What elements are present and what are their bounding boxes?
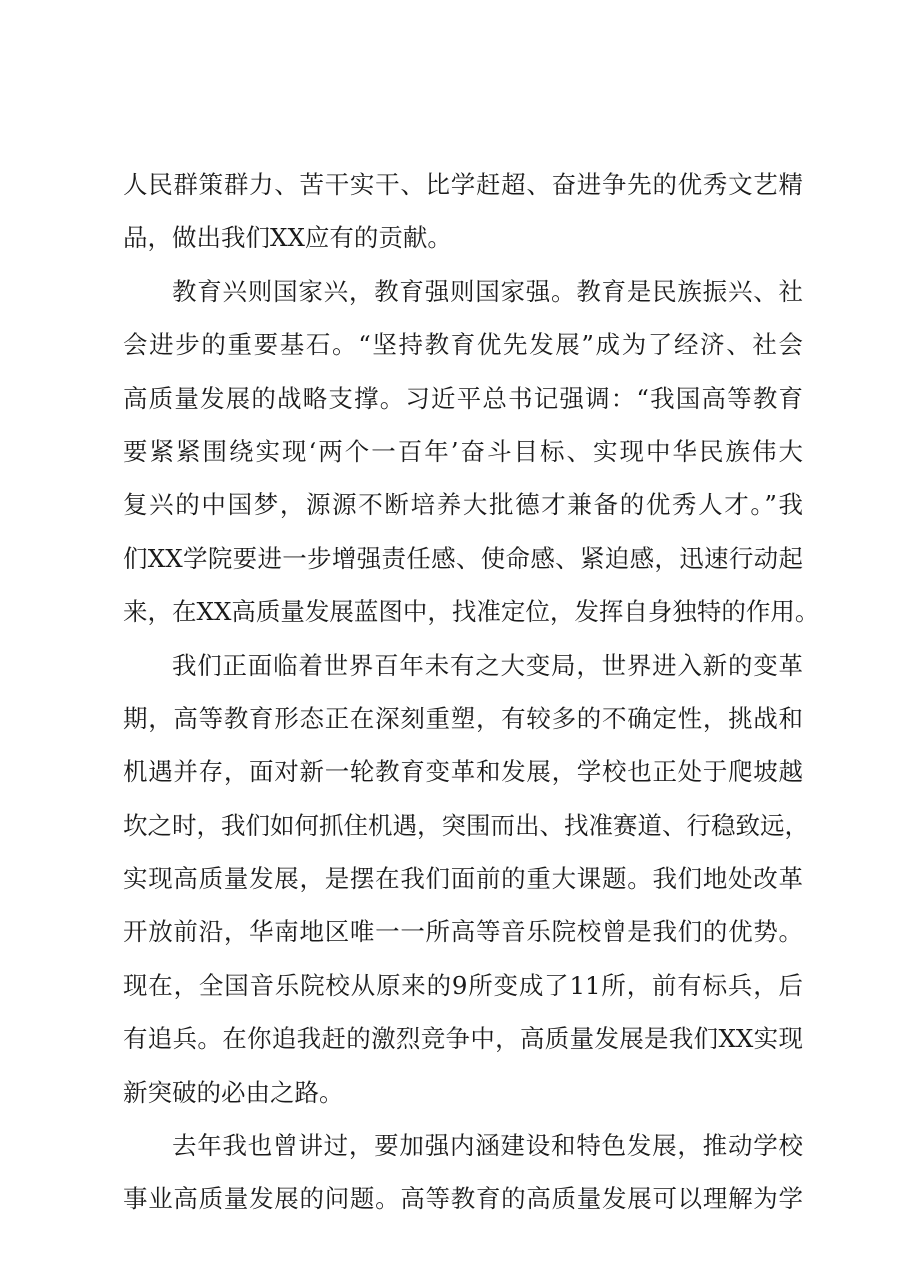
text-line: 会进步的重要基石。“坚持教育优先发展”成为了经济、社会 <box>123 330 803 360</box>
text-line: 现在，全国音乐院校从原来的9所变成了11所，前有标兵，后 <box>123 970 803 1000</box>
text-line: 机遇并存，面对新一轮教育变革和发展，学校也正处于爬坡越 <box>123 757 803 787</box>
text-line: 期，高等教育形态正在深刻重塑，有较多的不确定性，挑战和 <box>123 703 803 733</box>
document-body <box>123 158 820 1226</box>
text-line: 来，在XX高质量发展蓝图中，找准定位，发挥自身独特的作用。 <box>123 597 820 627</box>
text-line: 实现高质量发展，是摆在我们面前的重大课题。我们地处改革 <box>123 864 803 894</box>
text-line: 开放前沿，华南地区唯一一所高等音乐院校曾是我们的优势。 <box>123 917 803 947</box>
text-line: 品，做出我们XX应有的贡献。 <box>123 223 452 253</box>
text-line: 新突破的必由之路。 <box>123 1077 344 1107</box>
text-line: 复兴的中国梦，源源不断培养大批德才兼备的优秀人才。”我 <box>123 490 803 520</box>
text-line: 高质量发展的战略支撑。习近平总书记强调：“我国高等教育 <box>123 383 803 413</box>
paragraph-first-line: 我们正面临着世界百年未有之大变局，世界进入新的变革 <box>172 650 803 680</box>
paragraph-first-line: 教育兴则国家兴，教育强则国家强。教育是民族振兴、社 <box>172 276 803 306</box>
text-line: 人民群策群力、苦干实干、比学赶超、奋进争先的优秀文艺精 <box>123 170 803 199</box>
text-line: 们XX学院要进一步增强责任感、使命感、紧迫感，迅速行动起 <box>123 543 803 573</box>
text-line: 有追兵。在你追我赶的激烈竞争中，高质量发展是我们XX实现 <box>123 1024 803 1054</box>
paragraph-first-line: 去年我也曾讲过，要加强内涵建设和特色发展，推动学校 <box>172 1131 803 1161</box>
text-line: 事业高质量发展的问题。高等教育的高质量发展可以理解为学 <box>123 1184 803 1214</box>
text-line: 要紧紧围绕实现‘两个一百年’奋斗目标、实现中华民族伟大 <box>123 436 803 466</box>
text-line: 坎之时，我们如何抓住机遇，突围而出、找准赛道、行稳致远， <box>123 810 809 840</box>
